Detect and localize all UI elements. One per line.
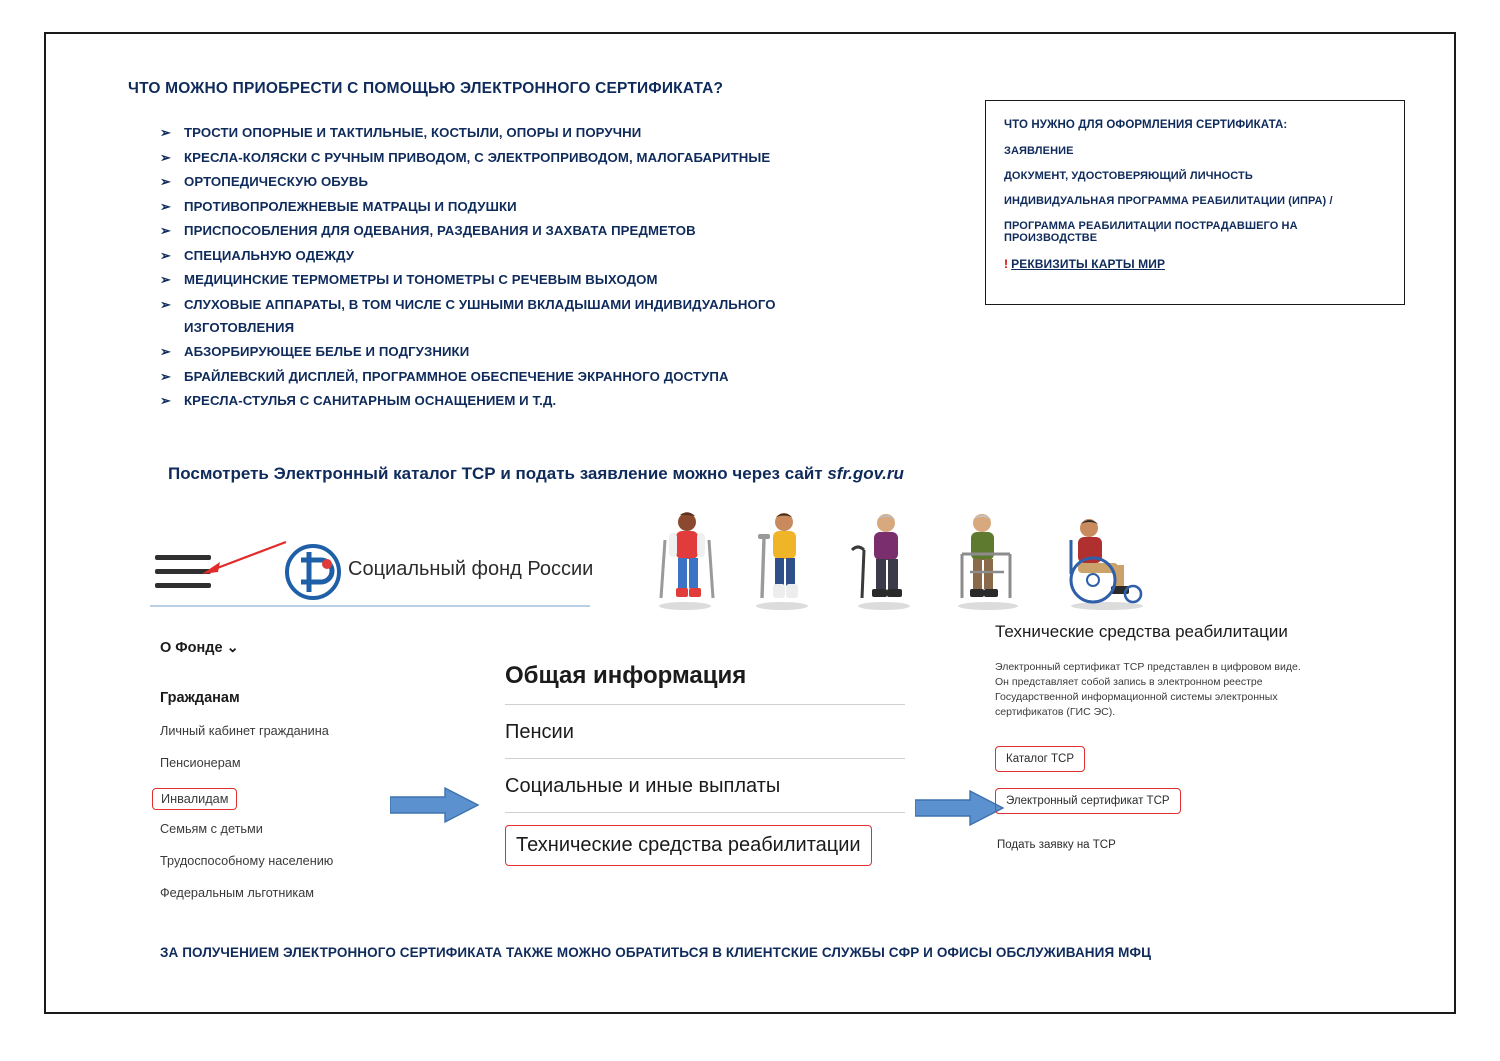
requirements-footer-label: РЕКВИЗИТЫ КАРТЫ МИР xyxy=(1011,257,1166,271)
bullet-arrow-icon: ➢ xyxy=(160,272,171,287)
requirements-item: ИНДИВИДУАЛЬНАЯ ПРОГРАММА РЕАБИЛИТАЦИИ (ИПРА) / xyxy=(1004,195,1333,207)
main-link-pensions[interactable]: Пенсии xyxy=(505,704,905,758)
list-item xyxy=(160,247,940,264)
list-item-line-2: ИЗГОТОВЛЕНИЯ xyxy=(184,319,295,335)
list-item-label: ПРОТИВОПРОЛЕЖНЕВЫЕ МАТРАЦЫ И ПОДУШКИ xyxy=(184,198,517,214)
person-with-crutches-icon xyxy=(645,510,735,610)
bullet-arrow-icon: ➢ xyxy=(160,223,171,238)
sidebar-item-personal-account[interactable]: Личный кабинет гражданина xyxy=(160,724,329,738)
bullet-arrow-icon: ➢ xyxy=(160,149,171,165)
list-item xyxy=(160,222,940,239)
person-in-wheelchair-icon xyxy=(1045,510,1170,610)
requirements-item: ДОКУМЕНТ, УДОСТОВЕРЯЮЩИЙ ЛИЧНОСТЬ xyxy=(1004,170,1253,182)
site-sidebar xyxy=(160,640,410,918)
bullet-arrow-icon: ➢ xyxy=(160,368,171,384)
exclamation-icon: ! xyxy=(1004,257,1009,271)
right-link-certificate-highlighted[interactable]: Электронный сертификат ТСР xyxy=(995,788,1181,814)
requirements-footer xyxy=(1004,257,1388,271)
person-with-walker-icon xyxy=(940,510,1040,610)
sidebar-item-federal-beneficiaries[interactable]: Федеральным льготникам xyxy=(160,886,315,900)
right-link-wrap xyxy=(995,788,1350,814)
right-link-wrap xyxy=(995,746,1350,772)
annotation-arrow-blue-1-icon xyxy=(390,785,480,825)
list-item xyxy=(160,271,940,288)
list-item xyxy=(160,124,940,141)
list-item-label: ПРИСПОСОБЛЕНИЯ ДЛЯ ОДЕВАНИЯ, РАЗДЕВАНИЯ И ЗАХВАТА ПРЕДМЕТОВ xyxy=(184,223,696,238)
person-with-cane-icon xyxy=(840,510,930,610)
person-with-crutch-icon xyxy=(740,510,830,610)
website-screenshot-mock xyxy=(150,510,1400,925)
people-illustration xyxy=(645,510,1205,610)
sidebar-item-families[interactable]: Семьям с детьми xyxy=(160,822,263,836)
list-item-label xyxy=(184,296,776,336)
sidebar-item-about[interactable] xyxy=(160,640,410,656)
bullet-arrow-icon: ➢ xyxy=(160,125,171,140)
bullet-arrow-icon: ➢ xyxy=(160,296,171,312)
bullet-arrow-icon: ➢ xyxy=(160,198,171,214)
site-main-column xyxy=(505,662,905,866)
list-item-line-1: СЛУХОВЫЕ АППАРАТЫ, В ТОМ ЧИСЛЕ С УШНЫМИ ВКЛАДЫШАМИ ИНДИВИДУАЛЬНОГО xyxy=(184,296,776,312)
main-link-rehabilitation-highlighted[interactable]: Технические средства реабилитации xyxy=(505,825,872,866)
sidebar-item-working-population[interactable]: Трудоспособному населению xyxy=(160,854,334,868)
bullet-arrow-icon: ➢ xyxy=(160,393,171,408)
bullet-arrow-icon: ➢ xyxy=(160,174,171,189)
subtitle-text: Посмотреть Электронный каталог ТСР и подать заявление можно через сайт xyxy=(168,464,828,483)
header-divider xyxy=(150,605,590,607)
main-link-social-payments[interactable]: Социальные и иные выплаты xyxy=(505,758,905,812)
benefits-list xyxy=(160,124,940,417)
list-item-label: АБЗОРБИРУЮЩЕЕ БЕЛЬЕ И ПОДГУЗНИКИ xyxy=(184,344,470,359)
site-url: sfr.gov.ru xyxy=(827,464,904,483)
sfr-logo-icon xyxy=(285,544,341,600)
page-title: ЧТО МОЖНО ПРИОБРЕСТИ С ПОМОЩЬЮ ЭЛЕКТРОННОГО СЕРТИФИКАТА? xyxy=(128,80,724,97)
bullet-arrow-icon: ➢ xyxy=(160,247,171,263)
list-item-label: КРЕСЛА-СТУЛЬЯ С САНИТАРНЫМ ОСНАЩЕНИЕМ И Т.Д. xyxy=(184,393,557,408)
sidebar-group-citizens: Гражданам xyxy=(160,690,240,706)
list-item xyxy=(160,296,940,336)
logo-text: Социальный фонд России xyxy=(348,558,594,580)
requirements-box-title: ЧТО НУЖНО ДЛЯ ОФОРМЛЕНИЯ СЕРТИФИКАТА: xyxy=(1004,119,1288,131)
annotation-arrow-blue-2-icon xyxy=(915,788,1005,828)
annotation-arrow-red-icon xyxy=(198,538,288,578)
list-item xyxy=(160,368,940,385)
list-item xyxy=(160,149,940,166)
requirements-item: ПРОГРАММА РЕАБИЛИТАЦИИ ПОСТРАДАВШЕГО НА ПРОИЗВОДСТВЕ xyxy=(1004,220,1298,244)
list-item xyxy=(160,343,940,360)
subtitle xyxy=(168,464,904,484)
list-item-label: БРАЙЛЕВСКИЙ ДИСПЛЕЙ, ПРОГРАММНОЕ ОБЕСПЕЧЕНИЕ ЭКРАННОГО ДОСТУПА xyxy=(184,368,729,384)
requirements-box xyxy=(985,100,1405,305)
right-section-paragraph: Электронный сертификат ТСР представлен в цифровом виде. Он представляет собой запись в электронном реестре Государственной информационной системы электронных сертификатов (ГИС ЭС). xyxy=(995,661,1301,718)
main-divider xyxy=(505,812,905,813)
right-link-apply[interactable]: Подать заявку на ТСР xyxy=(997,839,1116,851)
list-item-label: ОРТОПЕДИЧЕСКУЮ ОБУВЬ xyxy=(184,174,369,189)
site-right-column xyxy=(995,622,1350,860)
list-item-label: МЕДИЦИНСКИЕ ТЕРМОМЕТРЫ И ТОНОМЕТРЫ С РЕЧЕВЫМ ВЫХОДОМ xyxy=(184,272,658,287)
list-item-label: ТРОСТИ ОПОРНЫЕ И ТАКТИЛЬНЫЕ, КОСТЫЛИ, ОПОРЫ И ПОРУЧНИ xyxy=(184,125,642,140)
bullet-arrow-icon: ➢ xyxy=(160,344,171,359)
right-link-catalog-highlighted[interactable]: Каталог ТСР xyxy=(995,746,1085,772)
list-item xyxy=(160,173,940,190)
sidebar-item-about-label: О Фонде xyxy=(160,640,223,656)
right-section-title: Технические средства реабилитации xyxy=(995,622,1288,641)
main-section-title: Общая информация xyxy=(505,662,747,689)
sidebar-item-pensioners[interactable]: Пенсионерам xyxy=(160,756,241,770)
sidebar-item-disabled-highlighted[interactable]: Инвалидам xyxy=(152,788,237,810)
list-item xyxy=(160,392,940,409)
list-item xyxy=(160,198,940,215)
list-item-label: СПЕЦИАЛЬНУЮ ОДЕЖДУ xyxy=(184,247,355,263)
chevron-down-icon: ⌄ xyxy=(226,640,239,656)
requirements-item: ЗАЯВЛЕНИЕ xyxy=(1004,145,1074,157)
footer-note: ЗА ПОЛУЧЕНИЕМ ЭЛЕКТРОННОГО СЕРТИФИКАТА ТАКЖЕ МОЖНО ОБРАТИТЬСЯ В КЛИЕНТСКИЕ СЛУЖБЫ СФР И ОФИСЫ ОБСЛУЖИВАНИЯ МФЦ xyxy=(160,945,1152,960)
list-item-label: КРЕСЛА-КОЛЯСКИ С РУЧНЫМ ПРИВОДОМ, С ЭЛЕКТРОПРИВОДОМ, МАЛОГАБАРИТНЫЕ xyxy=(184,149,771,165)
